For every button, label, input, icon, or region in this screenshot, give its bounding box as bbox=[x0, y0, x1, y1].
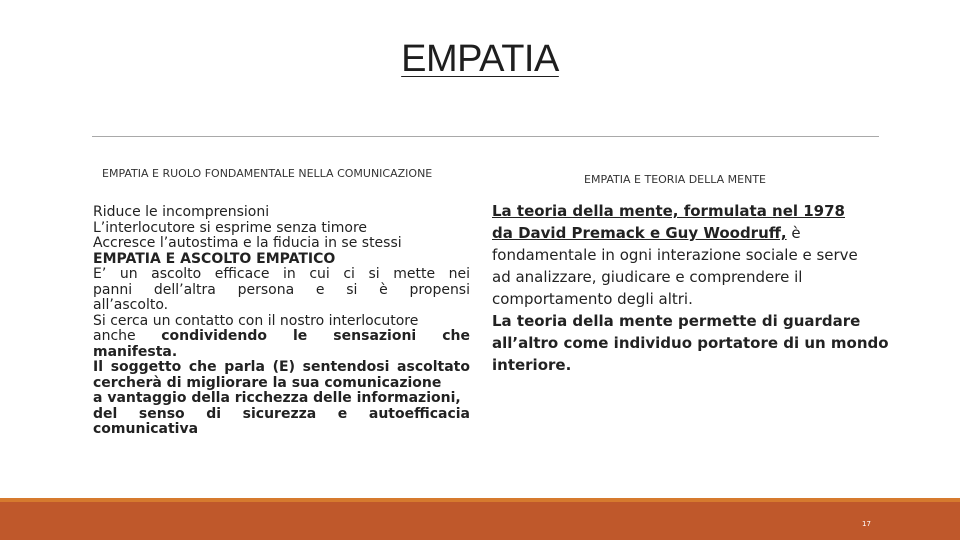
body-line: L’interlocutore si esprime senza timore bbox=[93, 219, 368, 236]
footer-bar bbox=[0, 498, 960, 540]
body-line: E’ un ascolto efficace in cui ci si mette nei bbox=[93, 266, 470, 282]
theory-line: comportamento degli altri. bbox=[492, 290, 693, 308]
theory-line: ad analizzare, giudicare e comprendere il bbox=[492, 268, 803, 286]
body-text-bold: condividendo le sensazioni che bbox=[161, 328, 470, 344]
slide-title: EMPATIA bbox=[401, 38, 559, 80]
body-line-mixed bbox=[93, 329, 470, 345]
body-line-bold: del senso di sicurezza e autoefficacia bbox=[93, 405, 470, 422]
body-text: anche bbox=[93, 328, 136, 344]
body-line: Riduce le incomprensioni bbox=[93, 204, 270, 220]
body-line-bold: Il soggetto che parla (E) sentendosi ascoltato bbox=[93, 359, 470, 375]
theory-line: La teoria della mente, formulata nel 1978 bbox=[492, 202, 845, 220]
left-column-heading: EMPATIA E RUOLO FONDAMENTALE NELLA COMUNICAZIONE bbox=[102, 167, 433, 180]
body-text: è bbox=[786, 224, 801, 242]
theory-line-mixed bbox=[492, 222, 902, 244]
body-line: Accresce l’autostima e la fiducia in se stessi bbox=[93, 235, 402, 251]
right-column-heading: EMPATIA E TEORIA DELLA MENTE bbox=[584, 173, 766, 186]
footer-accent-line bbox=[0, 498, 960, 502]
body-line-bold: manifesta. bbox=[93, 343, 178, 360]
title-divider bbox=[92, 136, 879, 137]
body-line-bold: comunicativa bbox=[93, 421, 199, 437]
body-line-bold: cercherà di migliorare la sua comunicazione bbox=[93, 374, 442, 391]
body-line: Si cerca un contatto con il nostro interlocutore bbox=[93, 312, 419, 329]
theory-line-bold: all’altro come individuo portatore di un mondo bbox=[492, 334, 889, 352]
body-line: all’ascolto. bbox=[93, 297, 169, 313]
theory-line: fondamentale in ogni interazione sociale e serve bbox=[492, 246, 858, 264]
theory-line-bold: La teoria della mente permette di guardare bbox=[492, 312, 861, 330]
page-number: 17 bbox=[862, 520, 871, 528]
section-heading: EMPATIA E ASCOLTO EMPATICO bbox=[93, 250, 336, 267]
authors-text: da David Premack e Guy Woodruff, bbox=[492, 224, 787, 242]
body-line: panni dell’altra persona e si è propensi bbox=[93, 281, 470, 298]
right-column-body bbox=[492, 200, 902, 376]
left-column-body bbox=[93, 205, 470, 438]
theory-line-bold: interiore. bbox=[492, 356, 572, 374]
body-line-bold: a vantaggio della ricchezza delle informazioni, bbox=[93, 390, 461, 406]
